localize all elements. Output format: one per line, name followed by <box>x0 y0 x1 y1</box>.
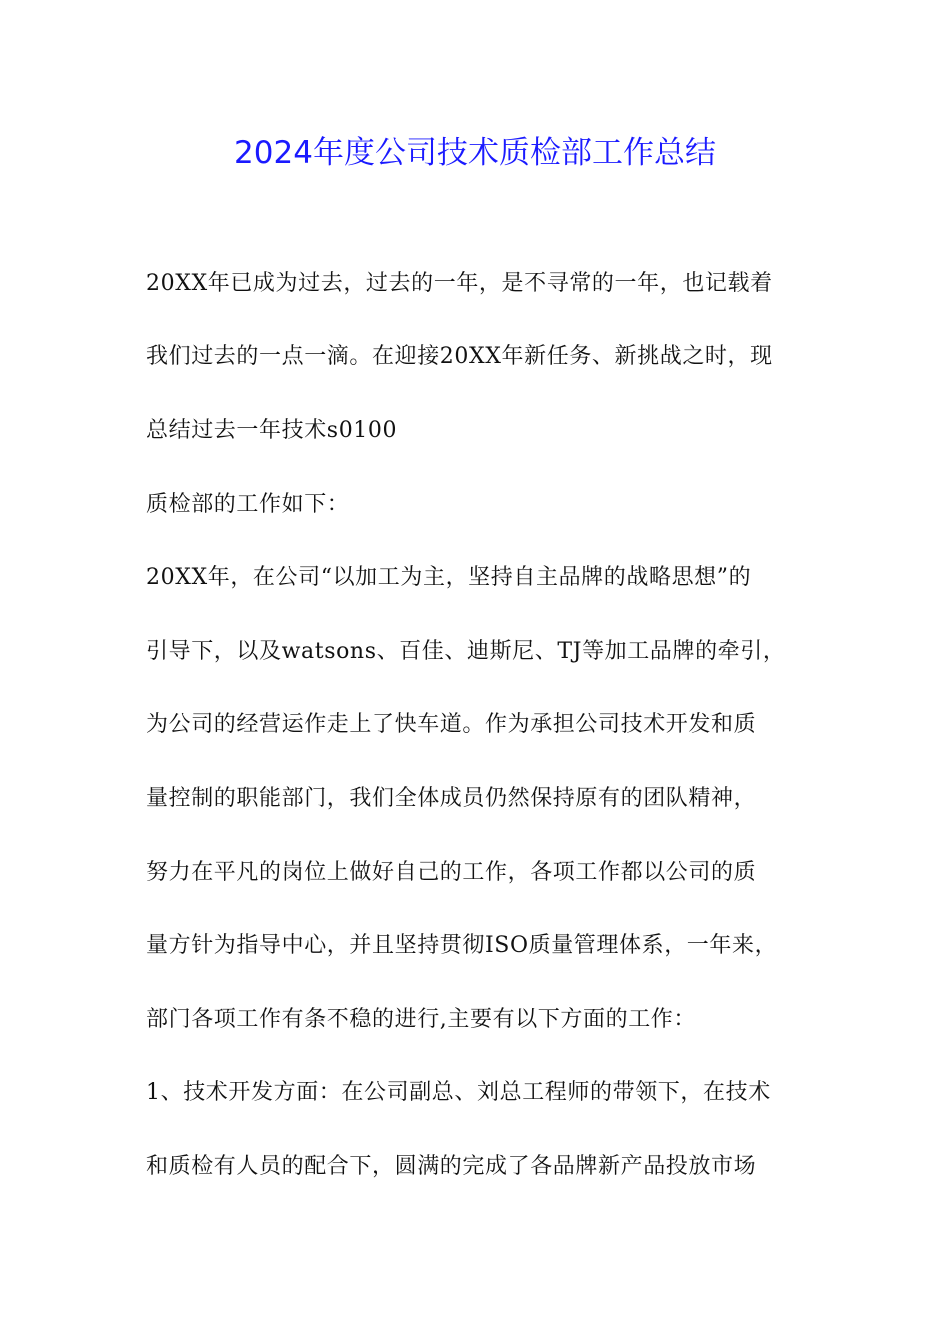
body-line-5: 20XX年，在公司“以加工为主，坚持自主品牌的战略思想”的 <box>146 565 752 590</box>
body-line-7: 为公司的经营运作走上了快车道。作为承担公司技术开发和质 <box>146 712 757 737</box>
body-line-8: 量控制的职能部门，我们全体成员仍然保持原有的团队精神， <box>146 786 757 811</box>
body-line-11: 部门各项工作有条不稳的进行,主要有以下方面的工作： <box>146 1007 696 1032</box>
body-line-1: 20XX年已成为过去，过去的一年，是不寻常的一年，也记载着 <box>146 271 773 296</box>
body-line-3: 总结过去一年技术s0100 <box>146 418 398 443</box>
body-line-13: 和质检有人员的配合下，圆满的完成了各品牌新产品投放市场 <box>146 1154 757 1179</box>
body-line-12: 1、技术开发方面：在公司副总、刘总工程师的带领下，在技术 <box>146 1080 771 1105</box>
body-line-10: 量方针为指导中心，并且坚持贯彻ISO质量管理体系，一年来， <box>146 933 778 958</box>
body-line-6: 引导下，以及watsons、百佳、迪斯尼、TJ等加工品牌的牵引， <box>146 639 786 664</box>
body-line-9: 努力在平凡的岗位上做好自己的工作，各项工作都以公司的质 <box>146 860 757 885</box>
document-title: 2024年度公司技术质检部工作总结 <box>234 135 716 171</box>
body-line-4: 质检部的工作如下： <box>146 492 350 517</box>
body-line-2: 我们过去的一点一滴。在迎接20XX年新任务、新挑战之时，现 <box>146 344 773 369</box>
